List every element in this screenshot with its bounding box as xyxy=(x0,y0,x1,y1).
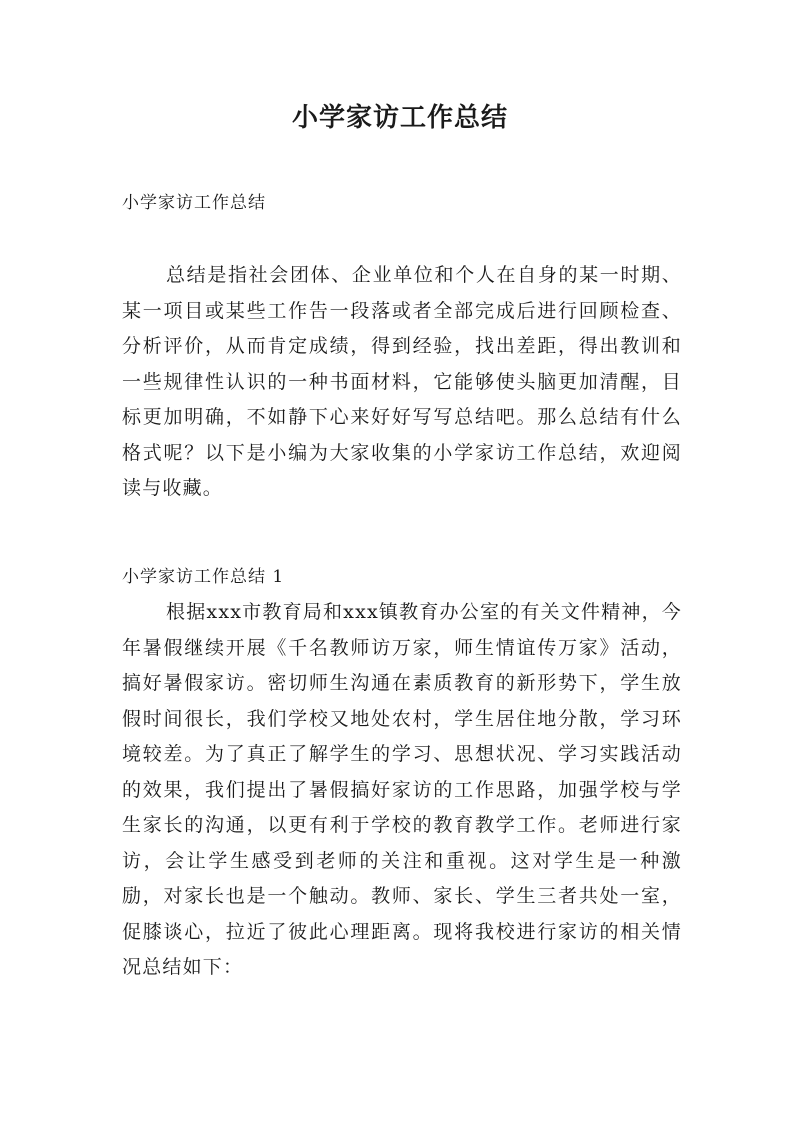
section-1-heading: 小学家访工作总结 1 xyxy=(122,567,285,587)
document-title: 小学家访工作总结 xyxy=(291,103,508,133)
document-subtitle: 小学家访工作总结 xyxy=(122,193,266,213)
intro-paragraph: 总结是指社会团体、企业单位和个人在自身的某一时期、某一项目或某些工作告一段落或者全部完成后进行回顾检查、分析评价，从而肯定成绩，得到经验，找出差距，得出教训和一些规律性认识的一种书面材料，它能够使头脑更加清醒，目标更加明确，不如静下心来好好写写总结吧。那么总结有什么格式呢？以下是小编为大家收集的小学家访工作总结，欢迎阅读与收藏。 xyxy=(122,264,682,499)
section-1-paragraph: 根据xxx市教育局和xxx镇教育办公室的有关文件精神，今年暑假继续开展《千名教师访万家，师生情谊传万家》活动，搞好暑假家访。密切师生沟通在素质教育的新形势下，学生放假时间很长，我们学校又地处农村，学生居住地分散，学习环境较差。为了真正了解学生的学习、思想状况、学习实践活动的效果，我们提出了暑假搞好家访的工作思路，加强学校与学生家长的沟通，以更有利于学校的教育教学工作。老师进行家访，会让学生感受到老师的关注和重视。这对学生是一种激励，对家长也是一个触动。教师、家长、学生三者共处一室，促膝谈心，拉近了彼此心理距离。现将我校进行家访的相关情况总结如下： xyxy=(122,601,682,978)
